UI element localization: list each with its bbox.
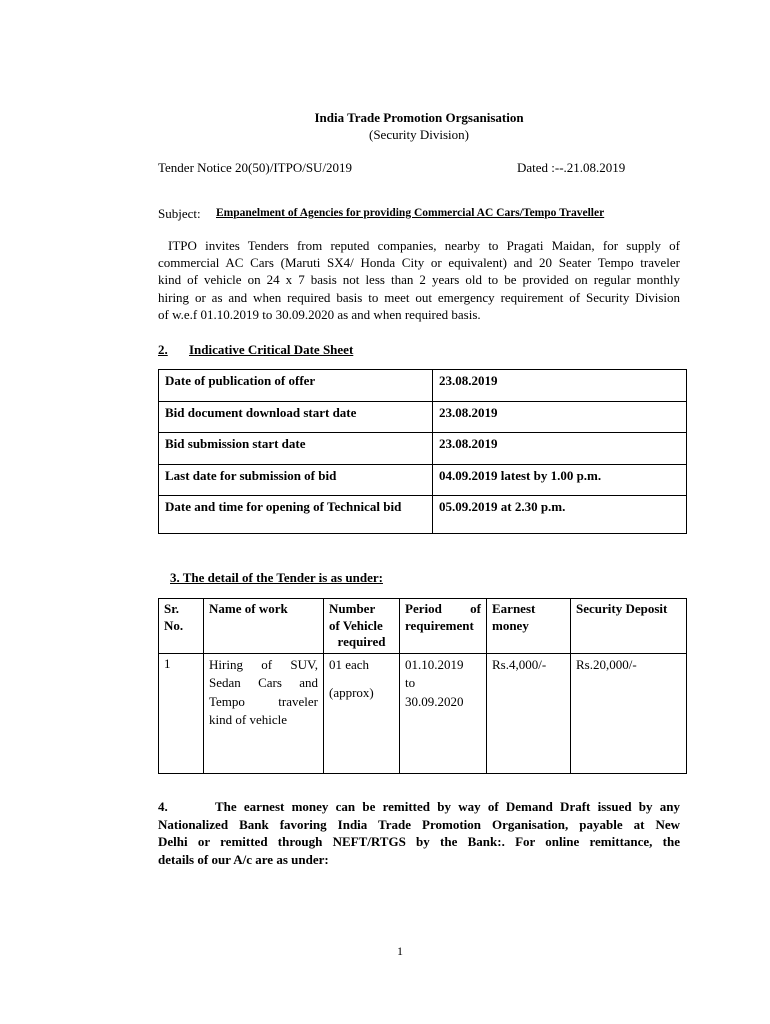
tender-notice-number: Tender Notice 20(50)/ITPO/SU/2019 xyxy=(158,160,353,175)
section4-number: 4. xyxy=(158,799,168,814)
section2-heading: Indicative Critical Date Sheet xyxy=(189,342,354,357)
intro-line: ITPO invites Tenders from reputed companies, nearby to Pragati Maidan, for supply of xyxy=(168,238,680,253)
date-label: Bid document download start date xyxy=(159,401,433,433)
col-period-word: of xyxy=(470,601,481,616)
col-name-of-work: Name of work xyxy=(204,599,324,654)
col-period-word: Period xyxy=(405,601,442,616)
subject-label: Subject: xyxy=(158,206,201,221)
cell-number-value: 01 each xyxy=(329,656,370,672)
intro-paragraph xyxy=(158,237,680,323)
section3-heading: 3. The detail of the Tender is as under: xyxy=(170,570,383,585)
table-row xyxy=(159,496,687,534)
table-row xyxy=(159,653,687,773)
col-earnest-line: money xyxy=(492,617,529,633)
date-label: Date of publication of offer xyxy=(159,370,433,402)
col-period xyxy=(400,599,487,654)
col-number-line: required xyxy=(337,634,386,649)
date-value: 23.08.2019 xyxy=(433,370,687,402)
section4-line: details of our A/c are as under: xyxy=(158,851,329,867)
tender-detail-table xyxy=(158,598,687,774)
intro-line: kind of vehicle on 24 x 7 basis not less than 2 years old to be provided on regular monthly xyxy=(158,272,680,288)
table-row xyxy=(159,464,687,496)
cell-name-line: Tempo traveler xyxy=(209,693,318,709)
intro-line: hiring or as and when required basis to meet out emergency requirement of Security Division xyxy=(158,289,680,305)
col-sr-line: No. xyxy=(164,617,184,633)
cell-number-note: (approx) xyxy=(329,685,374,700)
tender-date: Dated :--.21.08.2019 xyxy=(517,160,626,175)
cell-name-line: kind of vehicle xyxy=(209,712,287,727)
cell-sr: 1 xyxy=(159,653,204,773)
section4-line: Delhi or remitted through NEFT/RTGS by the Bank:. For online remittance, the xyxy=(158,834,680,849)
section4-first-line xyxy=(158,798,680,816)
cell-name-of-work xyxy=(204,653,324,773)
page-number: 1 xyxy=(397,944,403,958)
date-value: 23.08.2019 xyxy=(433,401,687,433)
col-earnest-line: Earnest xyxy=(492,601,536,616)
date-value: 05.09.2019 at 2.30 p.m. xyxy=(433,496,687,534)
intro-line: of w.e.f 01.10.2019 to 30.09.2020 as and when required basis. xyxy=(158,306,481,322)
cell-earnest: Rs.4,000/- xyxy=(487,653,571,773)
date-label: Last date for submission of bid xyxy=(159,464,433,496)
col-number-line: of Vehicle xyxy=(329,617,383,633)
col-number-line: Number xyxy=(329,601,376,616)
cell-period-line: 30.09.2020 xyxy=(405,693,464,709)
organisation-title: India Trade Promotion Orgsanisation xyxy=(314,110,524,125)
subject-text: Empanelment of Agencies for providing Commercial AC Cars/Tempo Traveller xyxy=(216,207,605,219)
col-sr-line: Sr. xyxy=(164,601,180,616)
date-value: 23.08.2019 xyxy=(433,433,687,465)
table-row xyxy=(159,401,687,433)
col-period-line: requirement xyxy=(405,617,474,633)
col-sr-no xyxy=(159,599,204,654)
cell-name-line: Sedan Cars and xyxy=(209,675,318,690)
date-label: Bid submission start date xyxy=(159,433,433,465)
section4-paragraph xyxy=(158,798,680,868)
critical-date-table xyxy=(158,369,687,534)
cell-period-line: 01.10.2019 xyxy=(405,656,464,672)
cell-number xyxy=(324,653,400,773)
section2-number: 2. xyxy=(158,342,168,357)
division-subtitle: (Security Division) xyxy=(368,127,469,142)
col-number-of-vehicle xyxy=(324,599,400,654)
col-earnest-money xyxy=(487,599,571,654)
section4-line: Nationalized Bank favoring India Trade Promotion Organisation, payable at New xyxy=(158,816,680,832)
cell-security: Rs.20,000/- xyxy=(571,653,687,773)
table-row xyxy=(159,433,687,465)
cell-period-line: to xyxy=(405,675,416,690)
table-header-row xyxy=(159,599,687,654)
cell-period xyxy=(400,653,487,773)
section4-line: The earnest money can be remitted by way of Demand Draft issued by any xyxy=(215,799,680,814)
table-row xyxy=(159,370,687,402)
col-security-deposit: Security Deposit xyxy=(571,599,687,654)
date-value: 04.09.2019 latest by 1.00 p.m. xyxy=(433,464,687,496)
cell-name-line: Hiring of SUV, xyxy=(209,656,318,672)
intro-line: commercial AC Cars (Maruti SX4/ Honda City or equivalent) and 20 Seater Tempo traveler xyxy=(158,255,680,271)
date-label: Date and time for opening of Technical bid xyxy=(159,496,433,534)
